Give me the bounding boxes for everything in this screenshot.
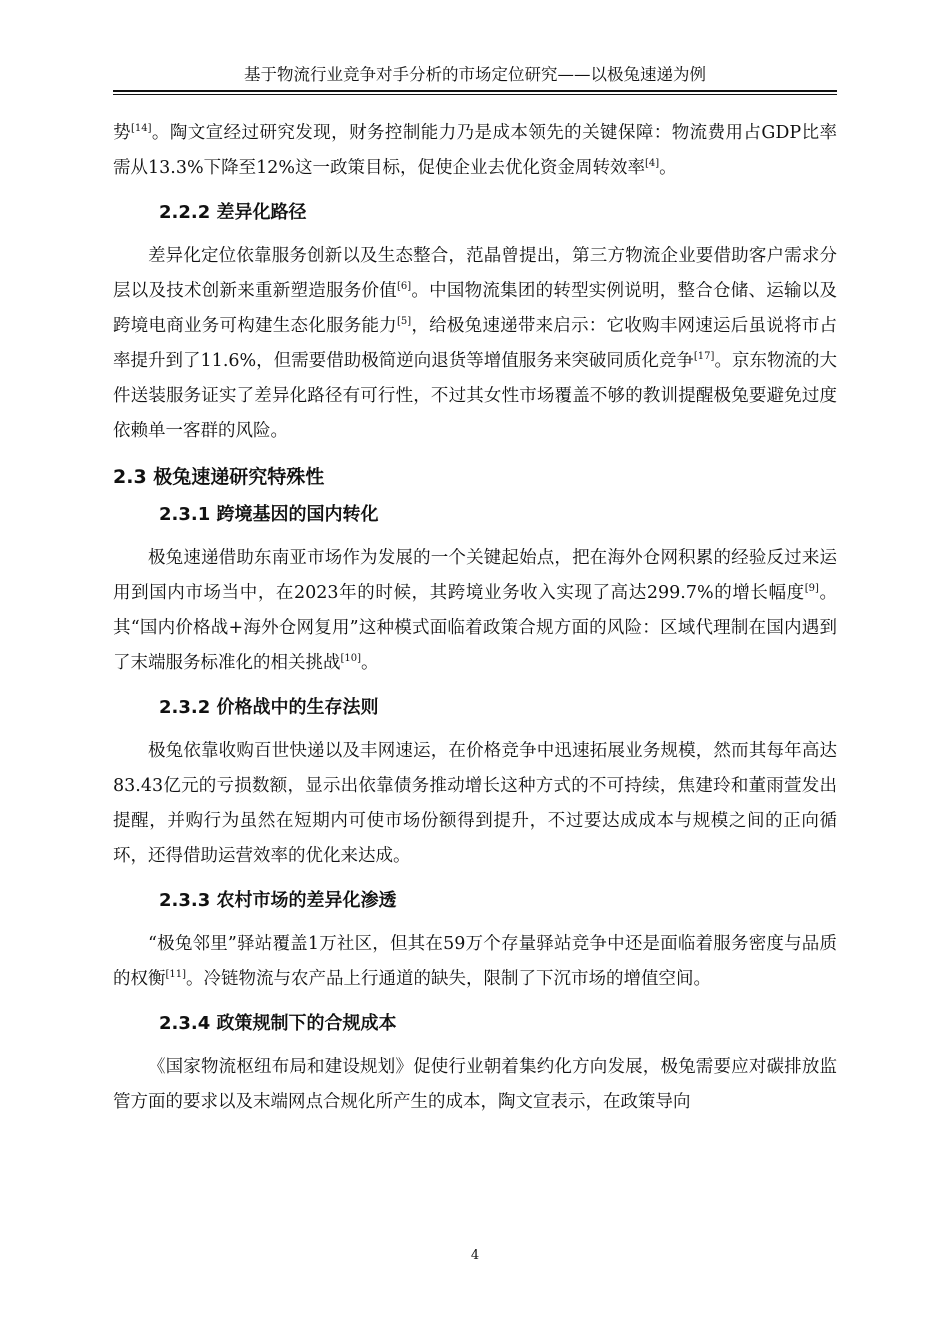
heading-2-2-2: 2.2.2 差异化路径 [159,202,307,223]
citation: [4] [645,158,660,169]
paragraph-rural-market: “极兔邻里”驿站覆盖1万社区，但其在59万个存量驿站竞争中还是面临着服务密度与品质的权衡[11]。冷链物流与农产品上行通道的缺失，限制了下沉市场的增值空间。 [113,934,837,989]
paragraph-cross-border: 极兔速递借助东南亚市场作为发展的一个关键起始点，把在海外仓网积累的经验反过来运用到国内市场当中，在2023年的时候，其跨境业务收入实现了高达299.7%的增长幅度[9]。其“国内价格战+海外仓网复用”这种模式面临着政策合规方面的风险：区域代理制在国内遇到了末端服务标准化的相关挑战[10]。 [113,548,838,673]
citation: [9] [804,583,819,594]
heading-2-3-1: 2.3.1 跨境基因的国内转化 [159,504,379,525]
citation: [5] [396,316,412,327]
page-number: 4 [470,1248,480,1263]
citation: [10] [340,653,362,664]
header-rule-thick [113,90,837,92]
heading-2-3-4: 2.3.4 政策规制下的合规成本 [159,1013,397,1034]
heading-2-3-2: 2.3.2 价格战中的生存法则 [159,697,379,718]
paragraph-differentiation: 差异化定位依靠服务创新以及生态整合，范晶曾提出，第三方物流企业要借助客户需求分层以及技术创新来重新塑造服务价值[6]。中国物流集团的转型实例说明，整合仓储、运输以及跨境电商业务可构建生态化服务能力[5]，给极兔速递带来启示：它收购丰网速运后虽说将市占率提升到了11.6%，但需要借助极简逆向退货等增值服务来突破同质化竞争[17]。京东物流的大件送装服务证实了差异化路径有可行性，不过其女性市场覆盖不够的教训提醒极兔要避免过度依赖单一客群的风险。 [113,246,838,441]
citation: [11] [165,969,187,980]
citation: [17] [693,351,715,362]
paragraph-continued: 势[14]。陶文宣经过研究发现，财务控制能力乃是成本领先的关键保障：物流费用占GDP比率需从13.3%下降至12%这一政策目标，促使企业去优化资金周转效率[4]。 [113,123,837,178]
header-rule-thin [113,94,837,95]
citation: [6] [396,281,412,292]
running-header: 基于物流行业竞争对手分析的市场定位研究——以极兔速递为例 [244,65,706,84]
body-content [113,116,837,1120]
citation: [14] [130,123,152,134]
paragraph-price-war: 极兔依靠收购百世快递以及丰网速运，在价格竞争中迅速拓展业务规模，然而其每年高达83.43亿元的亏损数额，显示出依靠债务推动增长这种方式的不可持续，焦建玲和董雨萱发出提醒，并购行为虽然在短期内可使市场份额得到提升，不过要达成成本与规模之间的正向循环，还得借助运营效率的优化来达成。 [113,741,837,866]
paragraph-policy-compliance: 《国家物流枢纽布局和建设规划》促使行业朝着集约化方向发展，极兔需要应对碳排放监管方面的要求以及末端网点合规化所产生的成本，陶文宣表示，在政策导向 [113,1057,837,1112]
heading-2-3: 2.3 极兔速递研究特殊性 [113,466,325,488]
heading-2-3-3: 2.3.3 农村市场的差异化渗透 [159,890,397,911]
